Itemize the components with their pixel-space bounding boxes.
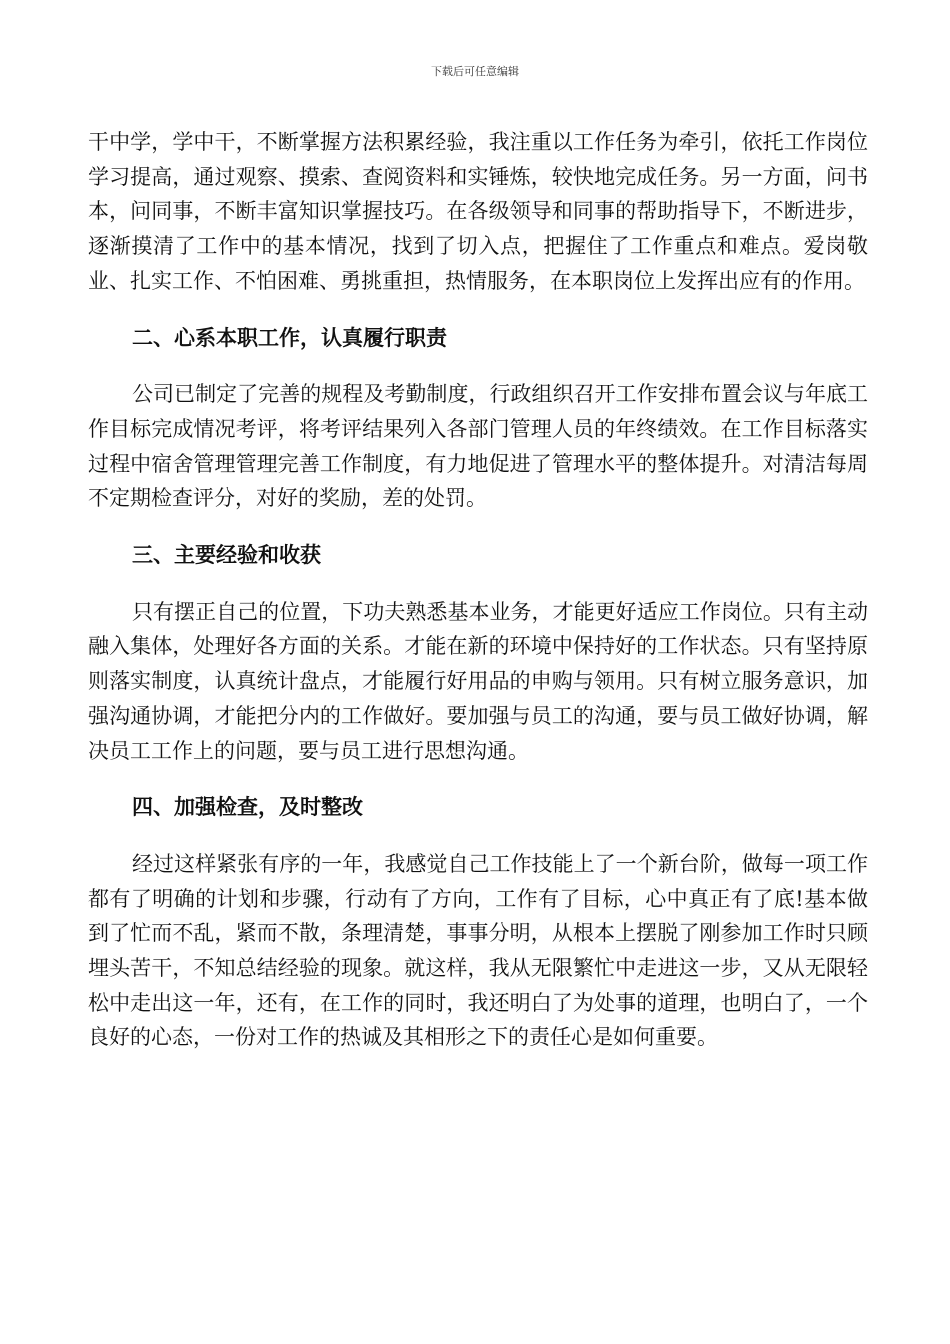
page-header: 下载后可任意编辑 [431, 65, 519, 78]
paragraph-section-3: 只有摆正自己的位置，下功夫熟悉基本业务，才能更好适应工作岗位。只有主动融入集体，处理好各方面的关系。才能在新的环境中保持好的工作状态。只有坚持原则落实制度，认真统计盘点，才能履行好用品的申购与领用。只有树立服务意识，加强沟通协调，才能把分内的工作做好。要加强与员工的沟通，要与员工做好协调，解决员工工作上的问题，要与员工进行思想沟通。 [88, 599, 868, 763]
section-heading-4: 四、加强检查，及时整改 [132, 795, 363, 820]
paragraph-section-4: 经过这样紧张有序的一年，我感觉自己工作技能上了一个新台阶，做每一项工作都有了明确的计划和步骤，行动有了方向，工作有了目标，心中真正有了底!基本做到了忙而不乱，紧而不散，条理清楚，事事分明，从根本上摆脱了刚参加工作时只顾埋头苦干，不知总结经验的现象。就这样，我从无限繁忙中走进这一步，又从无限轻松中走出这一年，还有，在工作的同时，我还明白了为处事的道理，也明白了，一个良好的心态，一份对工作的热诚及其相形之下的责任心是如何重要。 [88, 851, 868, 1050]
paragraph-section-2: 公司已制定了完善的规程及考勤制度，行政组织召开工作安排布置会议与年底工作目标完成情况考评，将考评结果列入各部门管理人员的年终绩效。在工作目标落实过程中宿舍管理管理完善工作制度，有力地促进了管理水平的整体提升。对清洁每周不定期检查评分，对好的奖励，差的处罚。 [88, 382, 868, 511]
section-heading-2: 二、心系本职工作，认真履行职责 [132, 325, 447, 350]
document-body [88, 125, 868, 1055]
paragraph-continued: 干中学，学中干，不断掌握方法积累经验，我注重以工作任务为牵引，依托工作岗位学习提高，通过观察、摸索、查阅资料和实锤炼，较快地完成任务。另一方面，问书本，问同事，不断丰富知识掌握技巧。在各级领导和同事的帮助指导下，不断进步，逐渐摸清了工作中的基本情况，找到了切入点，把握住了工作重点和难点。爱岗敬业、扎实工作、不怕困难、勇挑重担，热情服务，在本职岗位上发挥出应有的作用。 [88, 130, 868, 293]
section-heading-3: 三、主要经验和收获 [132, 543, 321, 568]
